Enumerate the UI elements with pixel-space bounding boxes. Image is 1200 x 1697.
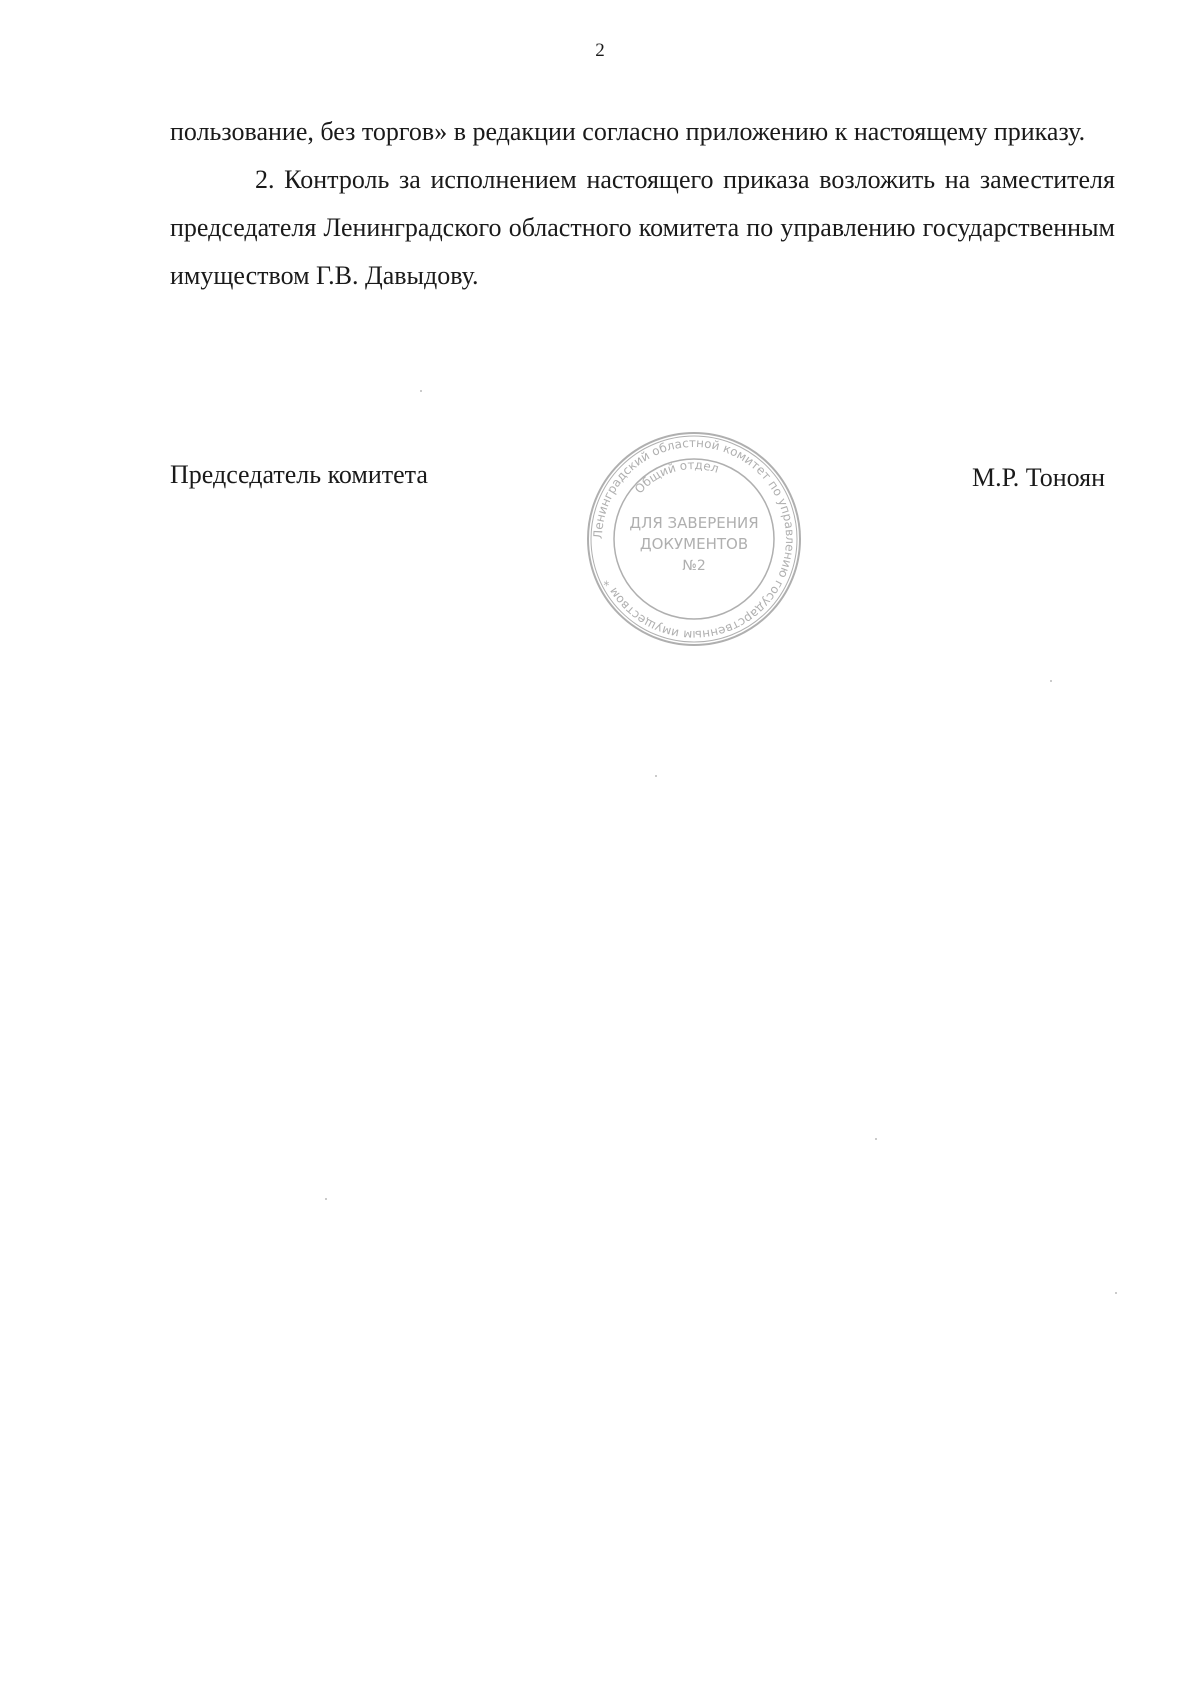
signatory-name: М.Р. Тоноян	[971, 463, 1105, 492]
scan-speck	[1115, 1292, 1117, 1294]
stamp-inner-ring-text: Общий отдел	[631, 457, 721, 497]
stamp-outer-ring-text: Ленинградский областной комитет по управлению государственным имуществом *	[590, 435, 798, 643]
stamp-center-line-1: ДЛЯ ЗАВЕРЕНИЯ	[629, 514, 759, 532]
scan-speck	[420, 390, 422, 392]
scan-speck	[655, 775, 657, 777]
scan-speck	[875, 1138, 877, 1140]
scan-speck	[325, 1198, 327, 1200]
official-stamp-seal	[583, 428, 805, 650]
paragraph-control-clause: 2. Контроль за исполнением настоящего приказа возложить на заместителя председателя Ленинградского областного комитета по управлению государственным имуществом Г.В. Давыдову.	[170, 165, 1115, 290]
paragraph-continuation: пользование, без торгов» в редакции согласно приложению к настоящему приказу.	[170, 117, 1086, 146]
document-body	[170, 108, 1115, 300]
scan-speck	[1050, 680, 1052, 682]
stamp-center-line-3: №2	[682, 558, 706, 574]
signatory-title: Председатель комитета	[170, 460, 428, 489]
stamp-center-line-2: ДОКУМЕНТОВ	[639, 535, 749, 553]
page-number: 2	[595, 40, 605, 61]
